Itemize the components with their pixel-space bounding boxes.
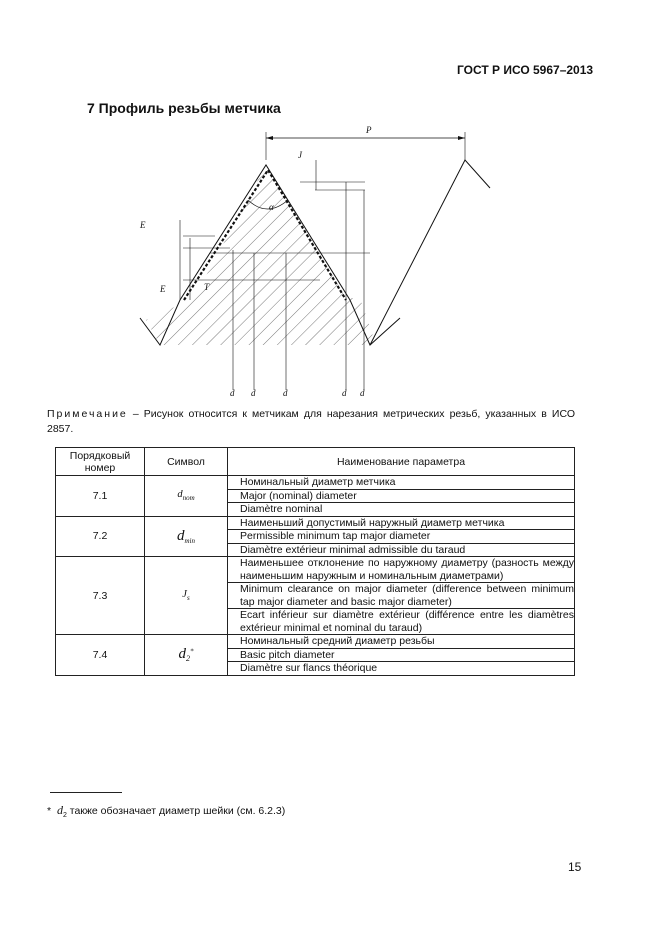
- dmin-label: d: [360, 388, 365, 398]
- page-number: 15: [568, 860, 582, 874]
- pitch-label: P: [366, 125, 372, 135]
- standard-header: ГОСТ Р ИСО 5967–2013: [457, 63, 594, 77]
- symbol: $d_2^*$: [145, 635, 228, 676]
- table-row: 7.1 $d_{nom}$ Номинальный диаметр метчика: [56, 476, 575, 490]
- symbol: $d_{nom}$: [145, 476, 228, 517]
- section-title: 7 Профиль резьбы метчика: [87, 100, 281, 116]
- hatch-area: [146, 165, 376, 345]
- symbol: $J_s$: [145, 557, 228, 635]
- footnote: * $d_2$ также обозначает диаметр шейки (см. 6.2.3): [47, 803, 286, 820]
- footnote-rule: [50, 792, 122, 793]
- header-param: Наименование параметра: [228, 448, 575, 476]
- td2-label: T: [204, 282, 210, 292]
- parameter-table: Порядковый номер Символ Наименование параметра 7.1 $d_{nom}$ Номинальный диаметр метчика Major (nominal) diameter Diamètre nominal 7.2 $d_{min}$ Наименьший допустимый наружный диаметр метчика Permissible minimum tap major diameter Diamètre extérieur minimal admissible du taraud 7.3 $J_s$ Наименьшее отклонение по наружному диаметру (разность между наименьшим наружным и номинальным диаметрами) Minimum clearance on major diameter (difference between minimum tap major diameter and basic major diameter) Ecart inférieur sur diamètre extérieur (différence entre les diamètres extérieur minimal et nominal du taraud) 7.4 $d_2^*$ Номинальный средний диаметр резьбы Basic pitch diameter Diamètre sur flancs théorique: [55, 447, 575, 676]
- table-row: 7.2 $d_{min}$ Наименьший допустимый наружный диаметр метчика: [56, 516, 575, 530]
- js-label: J: [298, 150, 302, 160]
- d2max-label: d: [251, 388, 256, 398]
- note-text: – Рисунок относится к метчикам для нарезания метрических резьб, указанных в ИСО 2857.: [47, 408, 575, 435]
- table-row: 7.3 $J_s$ Наименьшее отклонение по наружному диаметру (разность между наименьшим наружным и номинальным диаметрами): [56, 557, 575, 583]
- em-label: E: [160, 284, 166, 294]
- header-num: Порядковый номер: [56, 448, 145, 476]
- second-tooth: [370, 160, 490, 345]
- thread-profile-figure: [120, 120, 520, 400]
- dnom-label: d: [342, 388, 347, 398]
- symbol: $d_{min}$: [145, 516, 228, 557]
- d2min-label: d: [230, 388, 235, 398]
- figure-note: [47, 407, 575, 437]
- header-sym: Символ: [145, 448, 228, 476]
- es-label: E: [140, 220, 146, 230]
- table-row: 7.4 $d_2^*$ Номинальный средний диаметр резьбы: [56, 635, 575, 649]
- d2-label: d: [283, 388, 288, 398]
- alpha-label: α: [269, 202, 274, 212]
- table-header: [56, 448, 575, 476]
- note-label: Примечание: [47, 408, 128, 420]
